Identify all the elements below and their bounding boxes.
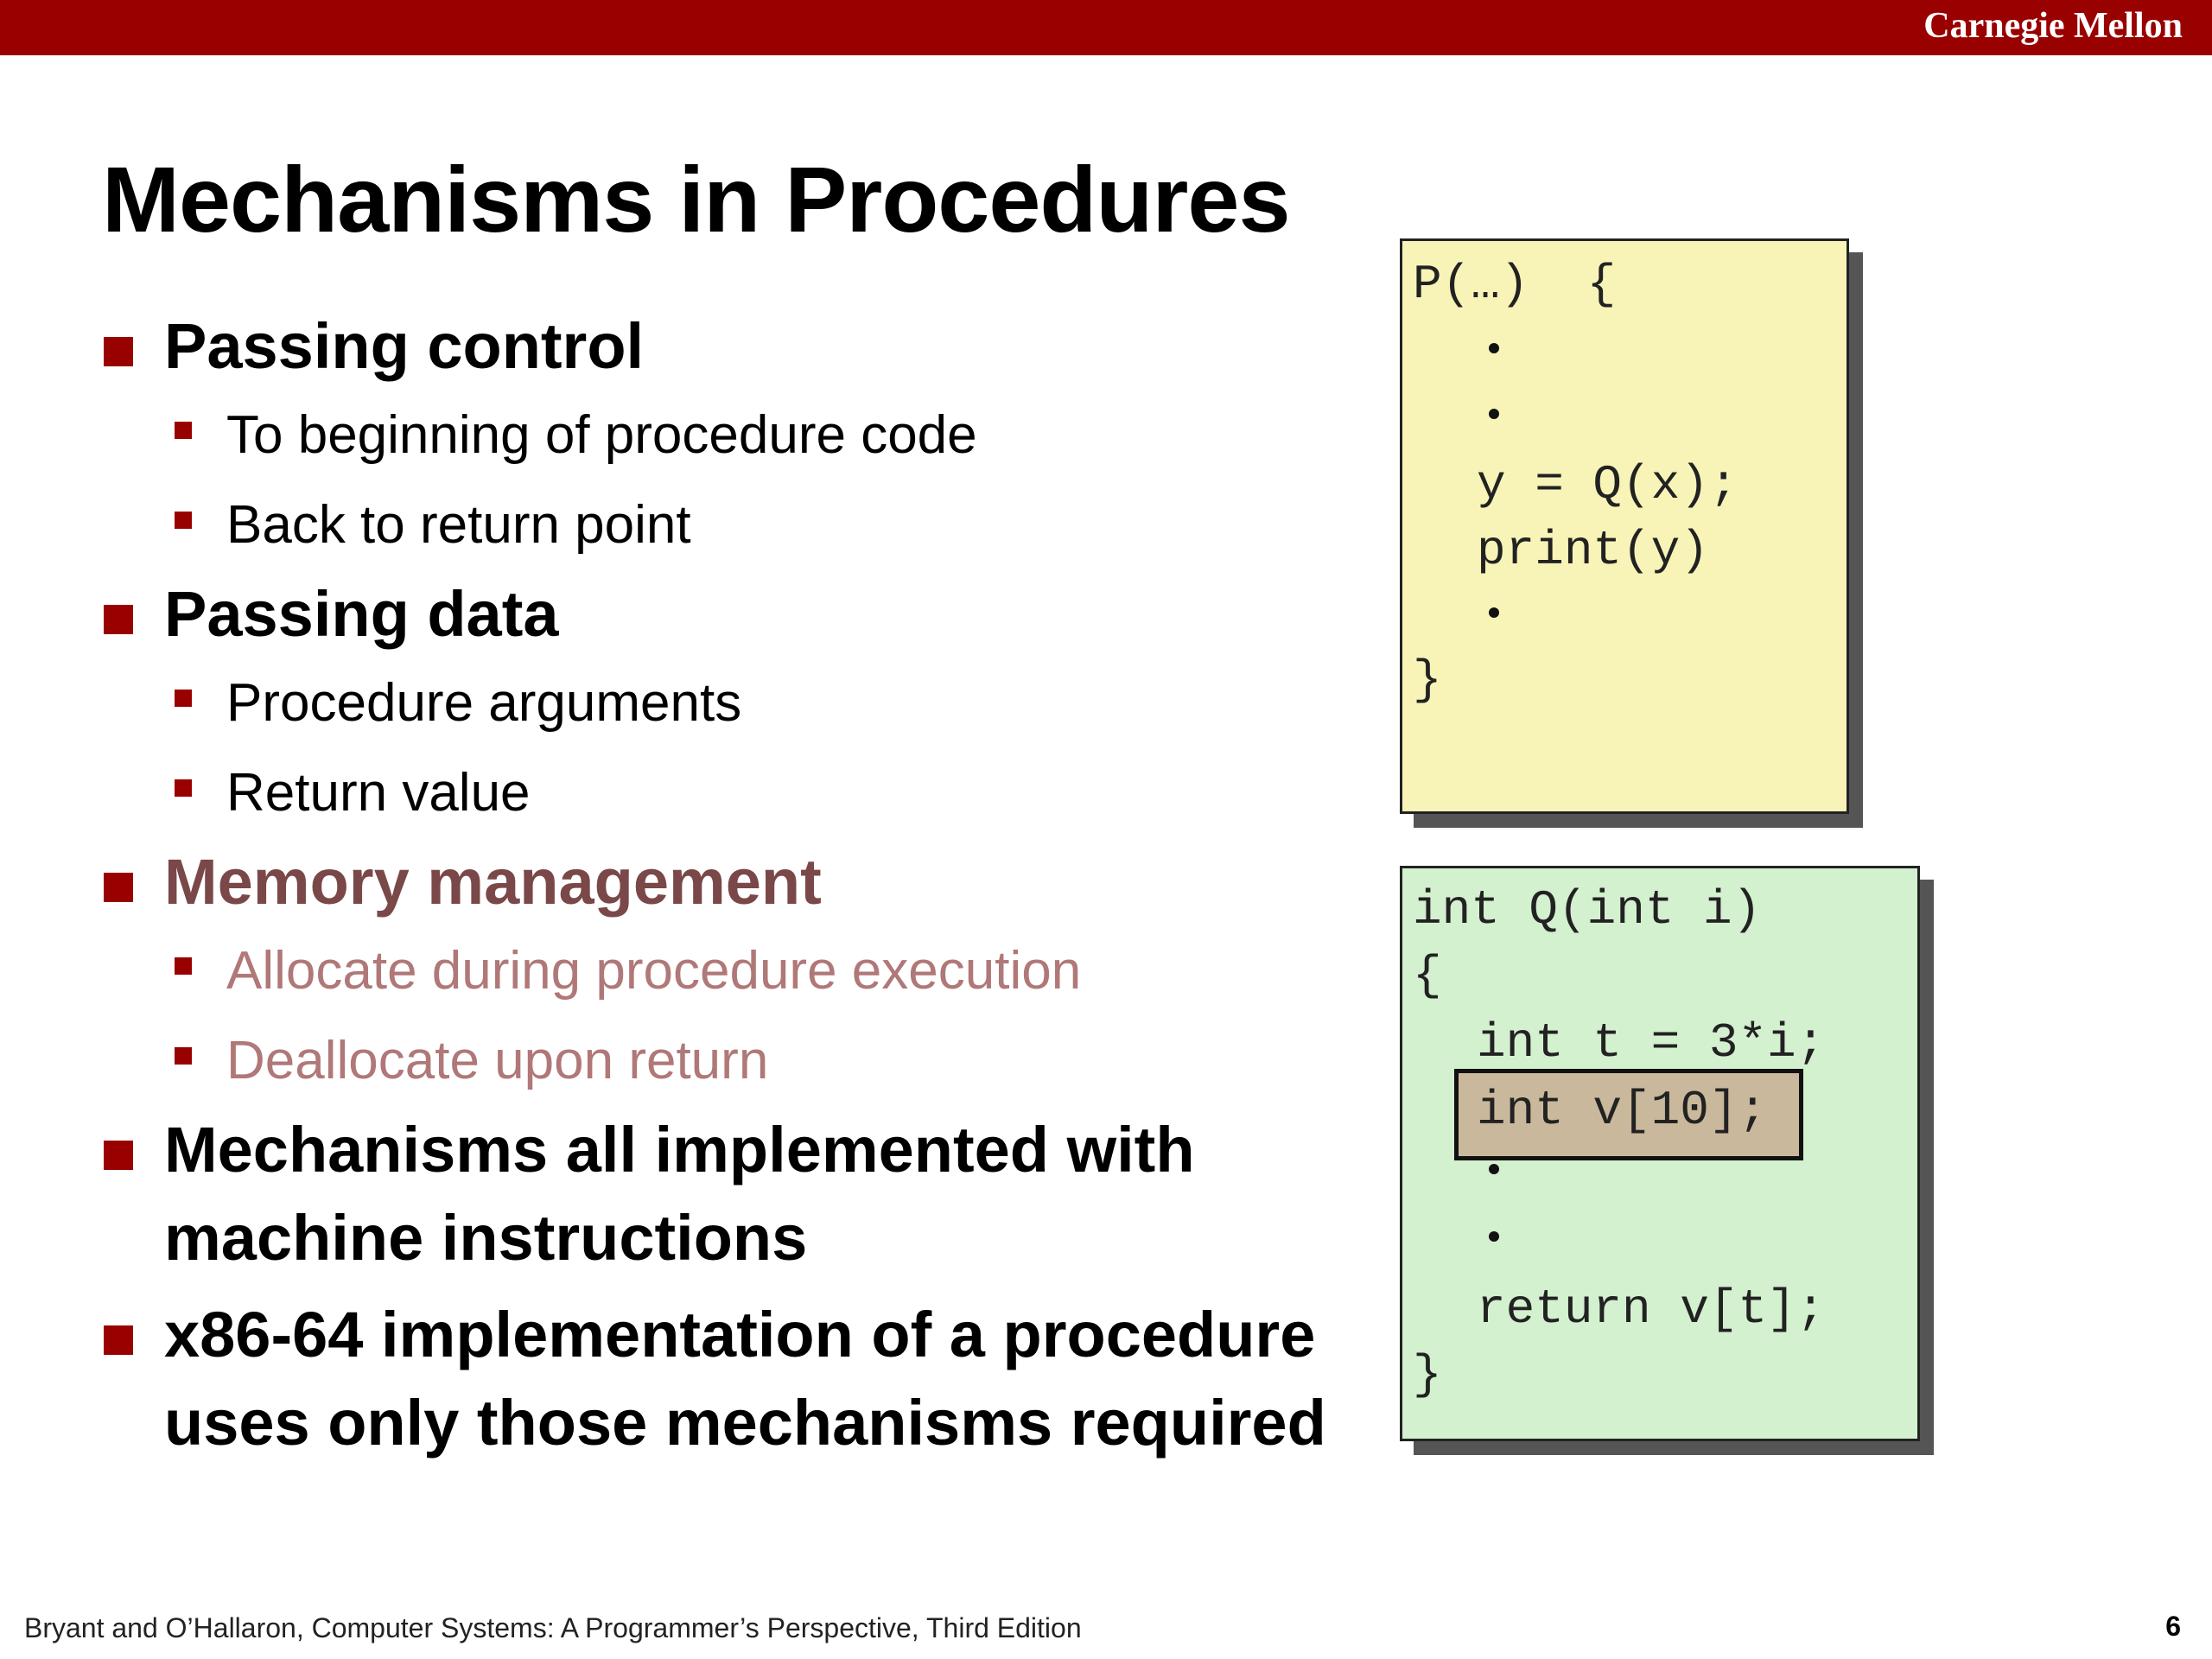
bullet-memory-management bbox=[102, 838, 1363, 926]
ellipsis-dot bbox=[1489, 409, 1499, 419]
bullet-text-line2: uses only those mechanisms required bbox=[164, 1387, 1326, 1459]
sub-bullet-text: Back to return point bbox=[226, 495, 691, 555]
bullet-marker bbox=[104, 1325, 133, 1355]
sub-bullet bbox=[102, 480, 1363, 570]
ellipsis-dot bbox=[1489, 607, 1499, 618]
sub-bullet-text: To beginning of procedure code bbox=[226, 405, 977, 465]
sub-bullet-marker bbox=[175, 779, 192, 797]
bullet-text: Passing data bbox=[164, 578, 559, 650]
sub-bullet-marker bbox=[175, 512, 192, 529]
bullet-marker bbox=[104, 873, 133, 902]
bullet-x86-64 bbox=[102, 1291, 1363, 1467]
sub-bullet-marker bbox=[175, 690, 192, 707]
sub-bullet-marker bbox=[175, 957, 192, 975]
sub-bullet bbox=[102, 1016, 1363, 1106]
bullet-passing-data bbox=[102, 570, 1363, 658]
bullet-marker bbox=[104, 337, 133, 366]
bullet-text-line1: x86-64 implementation of a procedure bbox=[164, 1299, 1316, 1370]
page-number: 6 bbox=[2165, 1611, 2181, 1642]
ellipsis-dot bbox=[1489, 1231, 1499, 1242]
bullet-passing-control bbox=[102, 302, 1363, 391]
sub-bullet-marker bbox=[175, 1047, 192, 1065]
bullet-list bbox=[102, 302, 1363, 1467]
code-line: } bbox=[1413, 1347, 1442, 1402]
slide-title: Mechanisms in Procedures bbox=[102, 147, 1290, 251]
bullet-text-line1: Mechanisms all implemented with bbox=[164, 1114, 1195, 1185]
sub-bullet bbox=[102, 658, 1363, 748]
sub-bullet-marker bbox=[175, 422, 192, 439]
bullet-machine-instructions bbox=[102, 1106, 1363, 1282]
code-line: } bbox=[1413, 652, 1442, 708]
code-line: int t = 3*i; bbox=[1477, 1015, 1826, 1071]
sub-bullet bbox=[102, 391, 1363, 480]
code-line: int Q(int i) bbox=[1413, 882, 1762, 938]
caller-code-box bbox=[1400, 238, 1849, 814]
bullet-text: Memory management bbox=[164, 846, 822, 918]
footer-citation: Bryant and O’Hallaron, Computer Systems: A Programmer’s Perspective, Third Edition bbox=[24, 1612, 1082, 1643]
bullet-text-line2: machine instructions bbox=[164, 1202, 808, 1274]
bullet-marker bbox=[104, 1141, 133, 1170]
header-bar bbox=[0, 0, 2212, 55]
sub-bullet bbox=[102, 748, 1363, 838]
code-line: { bbox=[1413, 948, 1442, 1003]
sub-bullet bbox=[102, 926, 1363, 1016]
bullet-text: Passing control bbox=[164, 310, 645, 382]
sub-bullet-text: Deallocate upon return bbox=[226, 1031, 769, 1090]
brand-logo-text: Carnegie Mellon bbox=[1923, 6, 2183, 46]
bullet-marker bbox=[104, 605, 133, 634]
sub-bullet-text: Allocate during procedure execution bbox=[226, 941, 1082, 1001]
code-line: y = Q(x); bbox=[1477, 457, 1738, 512]
code-line: print(y) bbox=[1477, 523, 1709, 578]
ellipsis-dot bbox=[1489, 343, 1499, 353]
sub-bullet-text: Procedure arguments bbox=[226, 673, 742, 733]
code-line: int v[10]; bbox=[1477, 1083, 1768, 1138]
sub-bullet-text: Return value bbox=[226, 763, 531, 823]
ellipsis-dot bbox=[1489, 1164, 1499, 1174]
callee-code-box bbox=[1400, 866, 1920, 1441]
code-line: P(…) { bbox=[1413, 257, 1617, 312]
code-line: return v[t]; bbox=[1477, 1281, 1826, 1337]
